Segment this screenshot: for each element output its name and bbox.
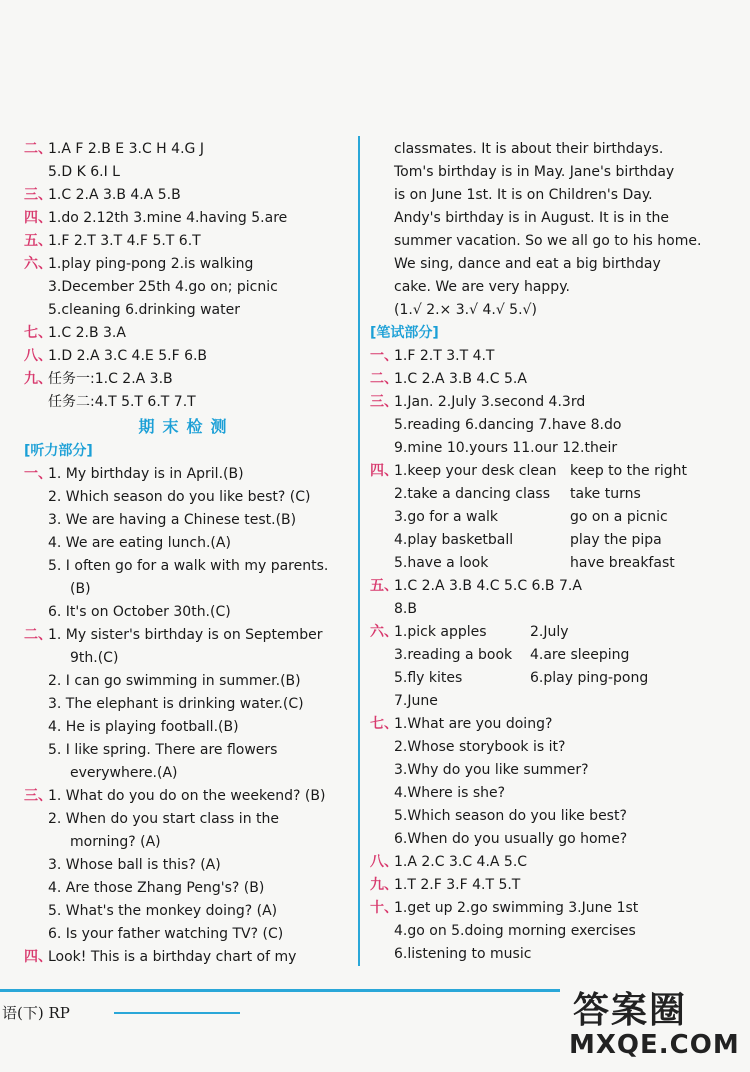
answer-line xyxy=(370,253,700,276)
answer-text: 3.go for a walk xyxy=(394,509,499,525)
answer-text: 3. The elephant is drinking water.(C) xyxy=(48,696,304,712)
answer-text: 1.get up 2.go swimming 3.June 1st xyxy=(394,900,639,916)
answer-text: 1.A F 2.B E 3.C H 4.G J xyxy=(48,141,204,157)
exam-title: 期末检测 xyxy=(138,417,235,436)
answer-line xyxy=(370,667,700,690)
answer-text: 2. Which season do you like best? (C) xyxy=(48,489,311,505)
answer-line xyxy=(370,391,700,414)
answer-line xyxy=(24,739,349,762)
answer-text: 6.listening to music xyxy=(394,946,532,962)
answer-text-col2: go on a picnic xyxy=(570,509,668,525)
answer-text: 1.Jan. 2.July 3.second 4.3rd xyxy=(394,394,586,410)
answer-text: 9.mine 10.yours 11.our 12.their xyxy=(394,440,618,456)
section-marker: 十、 xyxy=(370,900,398,916)
answer-line xyxy=(24,230,349,253)
answer-line xyxy=(370,621,700,644)
answer-line xyxy=(370,207,700,230)
answer-text: 3. We are having a Chinese test.(B) xyxy=(48,512,297,528)
answer-text: 2.take a dancing class xyxy=(394,486,551,502)
answer-text: everywhere.(A) xyxy=(70,765,178,781)
section-marker: 一、 xyxy=(24,466,52,482)
answer-text: morning? (A) xyxy=(70,834,161,850)
answer-line xyxy=(24,276,349,299)
section-marker: 二、 xyxy=(370,371,398,387)
answer-text: 3.December 25th 4.go on; picnic xyxy=(48,279,278,295)
answer-text: 1.F 2.T 3.T 4.T xyxy=(394,348,495,364)
answer-text: cake. We are very happy. xyxy=(394,279,570,295)
answer-line xyxy=(24,368,349,391)
answer-line xyxy=(24,486,349,509)
answer-line xyxy=(370,299,700,322)
answer-text: 1.do 2.12th 3.mine 4.having 5.are xyxy=(48,210,288,226)
writing-header xyxy=(370,322,700,345)
answer-line xyxy=(370,690,700,713)
answer-line xyxy=(24,831,349,854)
answer-line xyxy=(370,759,700,782)
answer-text: 1. What do you do on the weekend? (B) xyxy=(48,788,326,804)
section-marker: 四、 xyxy=(370,463,398,479)
answer-line xyxy=(24,762,349,785)
answer-text: 5.fly kites xyxy=(394,670,463,686)
answer-line xyxy=(370,345,700,368)
answer-text: 1.C 2.A 3.B 4.A 5.B xyxy=(48,187,181,203)
answer-line xyxy=(24,854,349,877)
writing-answers-block xyxy=(370,345,700,966)
answer-text: 任务一:1.C 2.A 3.B xyxy=(48,371,173,387)
section-marker: 四、 xyxy=(24,210,52,226)
answer-line xyxy=(24,624,349,647)
answer-text: 1.What are you doing? xyxy=(394,716,553,732)
answer-text-col2: keep to the right xyxy=(570,463,687,479)
answer-text: 7.June xyxy=(394,693,438,709)
answer-line xyxy=(24,532,349,555)
answer-text: 5.cleaning 6.drinking water xyxy=(48,302,240,318)
answer-line xyxy=(24,299,349,322)
section-marker: 七、 xyxy=(370,716,398,732)
answer-text: 8.B xyxy=(394,601,417,617)
answer-line xyxy=(370,483,700,506)
answer-text: 5. I like spring. There are flowers xyxy=(48,742,278,758)
answer-text: 5.have a look xyxy=(394,555,489,571)
section-marker: 八、 xyxy=(370,854,398,870)
answer-text: is on June 1st. It is on Children's Day. xyxy=(394,187,653,203)
section-marker: 九、 xyxy=(370,877,398,893)
answer-line xyxy=(24,161,349,184)
answer-text: 1. My sister's birthday is on September xyxy=(48,627,323,643)
answer-line xyxy=(24,946,349,969)
answer-text: 1.play ping-pong 2.is walking xyxy=(48,256,254,272)
answer-text: 1.C 2.A 3.B 4.C 5.A xyxy=(394,371,527,387)
answer-text: (B) xyxy=(70,581,91,597)
answer-text: 5.D K 6.I L xyxy=(48,164,120,180)
answer-text: 2.Whose storybook is it? xyxy=(394,739,566,755)
answer-line xyxy=(370,575,700,598)
section-marker: 二、 xyxy=(24,627,52,643)
answer-line xyxy=(370,713,700,736)
watermark-logo xyxy=(565,980,745,1068)
answer-line xyxy=(24,877,349,900)
listening-answers-block xyxy=(24,463,349,969)
listening-header-label: [听力部分] xyxy=(24,443,93,459)
answer-line xyxy=(24,345,349,368)
answer-text: Tom's birthday is in May. Jane's birthday xyxy=(394,164,675,180)
answer-text: 9th.(C) xyxy=(70,650,119,666)
section-marker: 六、 xyxy=(370,624,398,640)
section-marker: 五、 xyxy=(370,578,398,594)
answer-text: 1.T 2.F 3.F 4.T 5.T xyxy=(394,877,521,893)
answer-text: 1.F 2.T 3.T 4.F 5.T 6.T xyxy=(48,233,201,249)
answer-text: 5. I often go for a walk with my parents. xyxy=(48,558,329,574)
answer-line xyxy=(370,736,700,759)
answer-text: 5.Which season do you like best? xyxy=(394,808,627,824)
answer-text: 4.play basketball xyxy=(394,532,514,548)
answer-text-col2: play the pipa xyxy=(570,532,662,548)
answer-line xyxy=(24,923,349,946)
answer-text: We sing, dance and eat a big birthday xyxy=(394,256,661,272)
section-marker: 六、 xyxy=(24,256,52,272)
answer-line xyxy=(370,644,700,667)
answer-text: 3. Whose ball is this? (A) xyxy=(48,857,221,873)
answer-line xyxy=(24,900,349,923)
section-marker: 三、 xyxy=(24,187,52,203)
answer-text: 5.reading 6.dancing 7.have 8.do xyxy=(394,417,622,433)
answer-line xyxy=(370,943,700,966)
section-marker: 八、 xyxy=(24,348,52,364)
answer-line xyxy=(370,805,700,828)
answer-line xyxy=(24,808,349,831)
footer-rule xyxy=(0,989,560,992)
section-marker: 三、 xyxy=(370,394,398,410)
answer-line xyxy=(370,414,700,437)
answer-line xyxy=(370,368,700,391)
section-marker: 二、 xyxy=(24,141,52,157)
section-marker: 三、 xyxy=(24,788,52,804)
answer-line xyxy=(24,670,349,693)
answer-line xyxy=(24,322,349,345)
answer-text: 4. Are those Zhang Peng's? (B) xyxy=(48,880,265,896)
answer-line xyxy=(370,529,700,552)
answer-text: 2. When do you start class in the xyxy=(48,811,279,827)
answer-text: 5. What's the monkey doing? (A) xyxy=(48,903,278,919)
answer-line xyxy=(24,785,349,808)
listening-passage-block xyxy=(370,138,700,322)
answer-line xyxy=(24,716,349,739)
watermark-bottom-text: MXQE.COM xyxy=(569,1030,740,1060)
answer-text-col2: 4.are sleeping xyxy=(530,647,630,663)
section-marker: 五、 xyxy=(24,233,52,249)
column-divider xyxy=(358,136,360,966)
answer-text-col2: 6.play ping-pong xyxy=(530,670,649,686)
footer-underline xyxy=(114,1012,240,1014)
answer-line xyxy=(370,437,700,460)
answer-text: summer vacation. So we all go to his home. xyxy=(394,233,702,249)
answer-text: 1. My birthday is in April.(B) xyxy=(48,466,244,482)
answer-line xyxy=(370,598,700,621)
listening-header xyxy=(24,440,349,463)
left-column xyxy=(24,138,349,969)
answer-line xyxy=(370,161,700,184)
answer-text: 3.Why do you like summer? xyxy=(394,762,589,778)
answer-text: 4.Where is she? xyxy=(394,785,506,801)
answer-text: 1.keep your desk clean xyxy=(394,463,557,479)
answer-text: 6. It's on October 30th.(C) xyxy=(48,604,231,620)
section-marker: 一、 xyxy=(370,348,398,364)
answer-line xyxy=(370,276,700,299)
answer-line xyxy=(370,230,700,253)
answer-line xyxy=(370,138,700,161)
answer-text: 4.go on 5.doing morning exercises xyxy=(394,923,636,939)
answer-text-col2: take turns xyxy=(570,486,641,502)
footer-label: 语(下) RP xyxy=(2,1004,70,1022)
answer-line xyxy=(370,874,700,897)
answer-text: 1.D 2.A 3.C 4.E 5.F 6.B xyxy=(48,348,208,364)
answer-text: Look! This is a birthday chart of my xyxy=(48,949,297,965)
right-column xyxy=(370,138,700,966)
answer-line xyxy=(370,184,700,207)
section-marker: 九、 xyxy=(24,371,52,387)
answer-line xyxy=(24,509,349,532)
answer-line xyxy=(24,463,349,486)
answer-text: 6.When do you usually go home? xyxy=(394,831,628,847)
answer-text: (1.√ 2.× 3.√ 4.√ 5.√) xyxy=(394,302,537,318)
answer-text: 1.C 2.A 3.B 4.C 5.C 6.B 7.A xyxy=(394,578,582,594)
answer-line xyxy=(370,851,700,874)
answer-line xyxy=(24,253,349,276)
answer-text: 4. We are eating lunch.(A) xyxy=(48,535,231,551)
writing-header-label: [笔试部分] xyxy=(370,325,439,341)
answer-line xyxy=(24,601,349,624)
answer-line xyxy=(24,138,349,161)
answer-line xyxy=(24,184,349,207)
answer-line xyxy=(370,828,700,851)
answer-line xyxy=(24,647,349,670)
section-marker: 七、 xyxy=(24,325,52,341)
answer-line xyxy=(370,897,700,920)
answer-text-col2: 2.July xyxy=(530,624,569,640)
answer-text: 3.reading a book xyxy=(394,647,513,663)
answer-line xyxy=(24,555,349,578)
answer-line xyxy=(24,693,349,716)
answer-line xyxy=(370,506,700,529)
answer-line xyxy=(370,782,700,805)
answer-text-col2: have breakfast xyxy=(570,555,675,571)
answer-text: 2. I can go swimming in summer.(B) xyxy=(48,673,301,689)
answer-line xyxy=(370,920,700,943)
section-marker: 四、 xyxy=(24,949,52,965)
answer-text: Andy's birthday is in August. It is in the xyxy=(394,210,669,226)
answer-text: classmates. It is about their birthdays. xyxy=(394,141,664,157)
unit-answers-block xyxy=(24,138,349,414)
answer-line xyxy=(24,578,349,601)
answer-text: 1.C 2.B 3.A xyxy=(48,325,126,341)
answer-line xyxy=(370,460,700,483)
answer-text: 1.A 2.C 3.C 4.A 5.C xyxy=(394,854,528,870)
answer-line xyxy=(370,552,700,575)
answer-text: 4. He is playing football.(B) xyxy=(48,719,239,735)
answer-text: 1.pick apples xyxy=(394,624,487,640)
answer-line xyxy=(24,207,349,230)
watermark-top-text: 答案圈 xyxy=(573,990,688,1031)
answer-line xyxy=(24,391,349,414)
answer-text: 6. Is your father watching TV? (C) xyxy=(48,926,284,942)
answer-text: 任务二:4.T 5.T 6.T 7.T xyxy=(48,394,196,410)
